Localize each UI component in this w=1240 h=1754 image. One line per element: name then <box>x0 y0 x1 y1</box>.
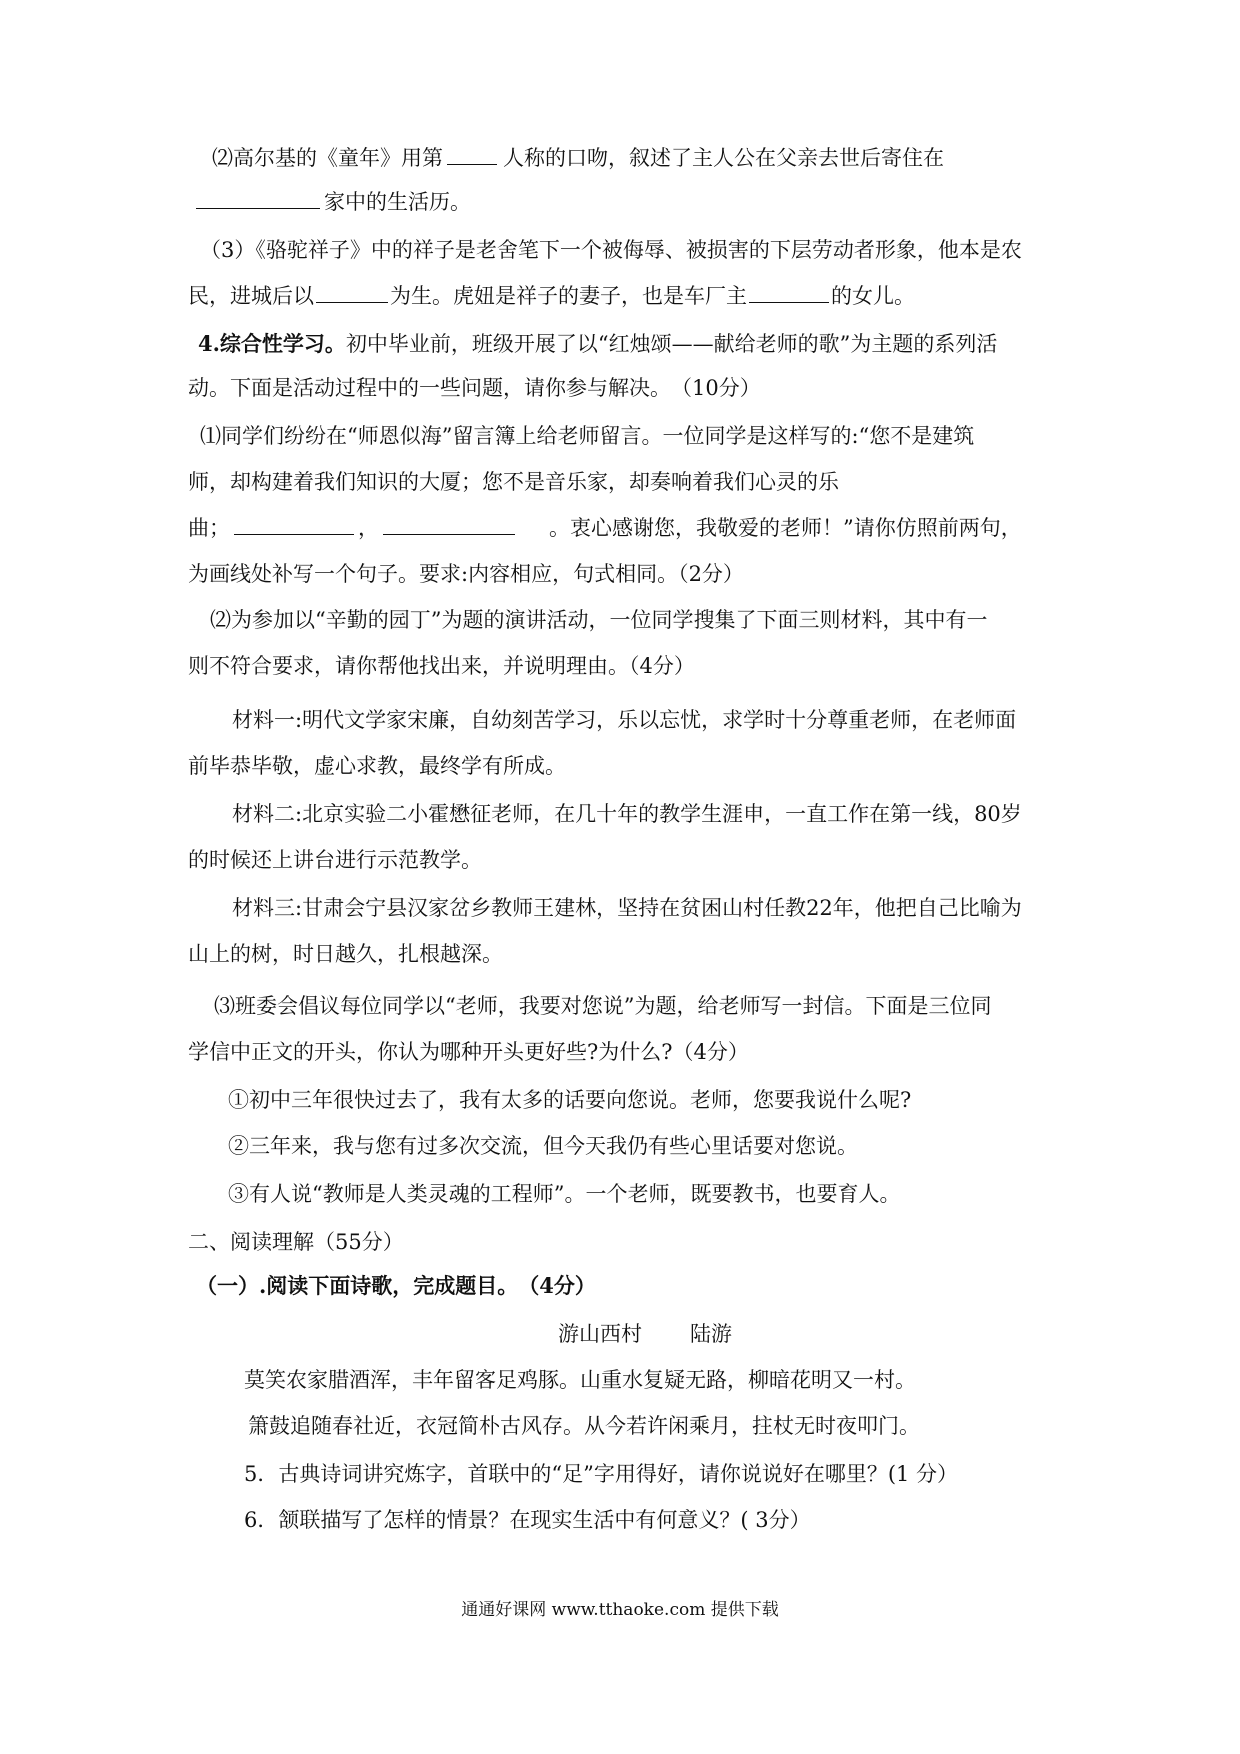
question-4-line-1 <box>0 330 1240 358</box>
material-1-line-1 <box>0 706 1240 734</box>
question-3-2-text-c: 家中的生活历。 <box>324 190 471 214</box>
question-4-2-line-2 <box>0 652 1240 680</box>
answer-blank-owner[interactable] <box>749 284 829 303</box>
question-4-heading: 4.综合性学习。 <box>198 331 346 356</box>
part-1-heading <box>0 1272 1240 1300</box>
question-3-2-line-1 <box>0 144 1240 172</box>
material-3-text-b: 山上的树，时日越久，扎根越深。 <box>188 942 503 966</box>
question-4-line-2 <box>0 374 1240 402</box>
footer-text: 通通好课网 www.tthaoke.com 提供下载 <box>461 1600 779 1620</box>
question-4-1-text-a: ⑴同学们纷纷在“师恩似海”留言簿上给老师留言。一位同学是这样写的:“您不是建筑 <box>200 424 975 448</box>
material-3-text-a: 材料三:甘肃会宁县汉家岔乡教师王建林，坚持在贫困山村任教22年，他把自己比喻为 <box>232 896 1022 920</box>
question-6-text: 6．颔联描写了怎样的情景？在现实生活中有何意义？( 3分） <box>244 1508 811 1532</box>
section-2-heading <box>0 1228 1240 1256</box>
material-1-line-2 <box>0 752 1240 780</box>
question-4-1-line-1 <box>0 422 1240 450</box>
part-1-heading-text: （一）.阅读下面诗歌，完成题目。 （4分） <box>196 1273 596 1298</box>
option-1-text: ①初中三年很快过去了，我有太多的话要向您说。老师，您要我说什么呢? <box>228 1088 912 1112</box>
option-3-text: ③有人说“教师是人类灵魂的工程师”。一个老师，既要教书，也要育人。 <box>228 1182 901 1206</box>
question-6 <box>0 1506 1240 1534</box>
question-4-3-line-1 <box>0 992 1240 1020</box>
question-4-1-text-c: 曲； <box>188 516 230 540</box>
material-3-line-2 <box>0 940 1240 968</box>
question-4-1-line-2 <box>0 468 1240 496</box>
question-4-1-text-b: 师，却构建着我们知识的大厦；您不是音乐家，却奏响着我们心灵的乐 <box>188 470 839 494</box>
question-3-3-text-a: （3）《骆驼祥子》中的祥子是老舍笔下一个被侮辱、被损害的下层劳动者形象，他本是农 <box>200 238 1022 262</box>
question-5-text: 5．古典诗词讲究炼字，首联中的“足”字用得好，请你说说好在哪里？(1 分） <box>244 1462 959 1486</box>
question-4-1-line-3 <box>0 514 1240 542</box>
question-3-2-text-a: ⑵高尔基的《童年》用第 <box>212 146 443 170</box>
question-4-1-text-d: 。衷心感谢您，我敬爱的老师！”请你仿照前两句， <box>549 516 1022 540</box>
section-2-heading-text: 二、阅读理解（55分） <box>188 1230 404 1254</box>
material-1-text-b: 前毕恭毕敬，虚心求教，最终学有所成。 <box>188 754 566 778</box>
option-1 <box>0 1086 1240 1114</box>
question-4-2-line-1 <box>0 606 1240 634</box>
question-4-1-line-4 <box>0 560 1240 588</box>
question-5 <box>0 1460 1240 1488</box>
material-1-text-a: 材料一:明代文学家宋廉，自幼刻苦学习，乐以忘忧，求学时十分尊重老师，在老师面 <box>232 708 1017 732</box>
question-4-text-a: 初中毕业前，班级开展了以“红烛颂——献给老师的歌”为主题的系列活 <box>345 332 998 356</box>
question-4-text-b: 动。下面是活动过程中的一些问题，请你参与解决。 （10分） <box>188 376 761 400</box>
answer-blank-living[interactable] <box>316 284 388 303</box>
question-4-1-text-e: 为画线处补写一个句子。要求:内容相应，句式相同。（2分） <box>188 562 744 586</box>
poem-line-2-text: 箫鼓追随春社近，衣冠简朴古风存。从今若许闲乘月，拄杖无时夜叩门。 <box>248 1414 920 1438</box>
question-3-3-line-2 <box>0 282 1240 310</box>
material-2-text-a: 材料二:北京实验二小霍懋征老师，在几十年的教学生涯申，一直工作在第一线，80岁 <box>232 802 1022 826</box>
question-3-2-text-b: 人称的口吻，叙述了主人公在父亲去世后寄住在 <box>503 146 944 170</box>
option-2-text: ②三年来，我与您有过多次交流，但今天我仍有些心里话要对您说。 <box>228 1134 858 1158</box>
page-footer <box>0 1598 1240 1622</box>
answer-blank-sentence-a[interactable] <box>234 516 354 535</box>
question-3-3-line-1 <box>0 236 1240 264</box>
material-2-line-2 <box>0 846 1240 874</box>
question-4-3-text-b: 学信中正文的开头，你认为哪种开头更好些?为什么?（4分） <box>188 1040 749 1064</box>
poem-author: 陆游 <box>690 1322 732 1346</box>
question-3-3-text-c: 为生。虎妞是祥子的妻子，也是车厂主 <box>390 284 747 308</box>
question-3-3-text-d: 的女儿。 <box>831 284 915 308</box>
option-2 <box>0 1132 1240 1160</box>
question-4-2-text-b: 则不符合要求，请你帮他找出来，并说明理由。（4分） <box>188 654 695 678</box>
question-4-3-line-2 <box>0 1038 1240 1066</box>
material-3-line-1 <box>0 894 1240 922</box>
material-2-text-b: 的时候还上讲台进行示范教学。 <box>188 848 482 872</box>
poem-title-line <box>0 1320 1240 1348</box>
question-3-2-line-2 <box>0 188 1240 216</box>
poem-line-2 <box>0 1412 1240 1440</box>
poem-title: 游山西村 <box>558 1322 642 1346</box>
material-2-line-1 <box>0 800 1240 828</box>
question-3-3-text-b: 民，进城后以 <box>188 284 314 308</box>
question-4-3-text-a: ⑶班委会倡议每位同学以“老师，我要对您说”为题，给老师写一封信。下面是三位同 <box>214 994 992 1018</box>
poem-line-1-text: 莫笑农家腊酒浑，丰年留客足鸡豚。山重水复疑无路，柳暗花明又一村。 <box>244 1368 916 1392</box>
poem-line-1 <box>0 1366 1240 1394</box>
question-4-1-comma: ， <box>358 516 379 540</box>
question-4-2-text-a: ⑵为参加以“辛勤的园丁”为题的演讲活动，一位同学搜集了下面三则材料，其中有一 <box>210 608 988 632</box>
option-3 <box>0 1180 1240 1208</box>
answer-blank-person[interactable] <box>447 146 497 165</box>
answer-blank-sentence-b[interactable] <box>383 516 515 535</box>
answer-blank-family[interactable] <box>196 190 320 209</box>
